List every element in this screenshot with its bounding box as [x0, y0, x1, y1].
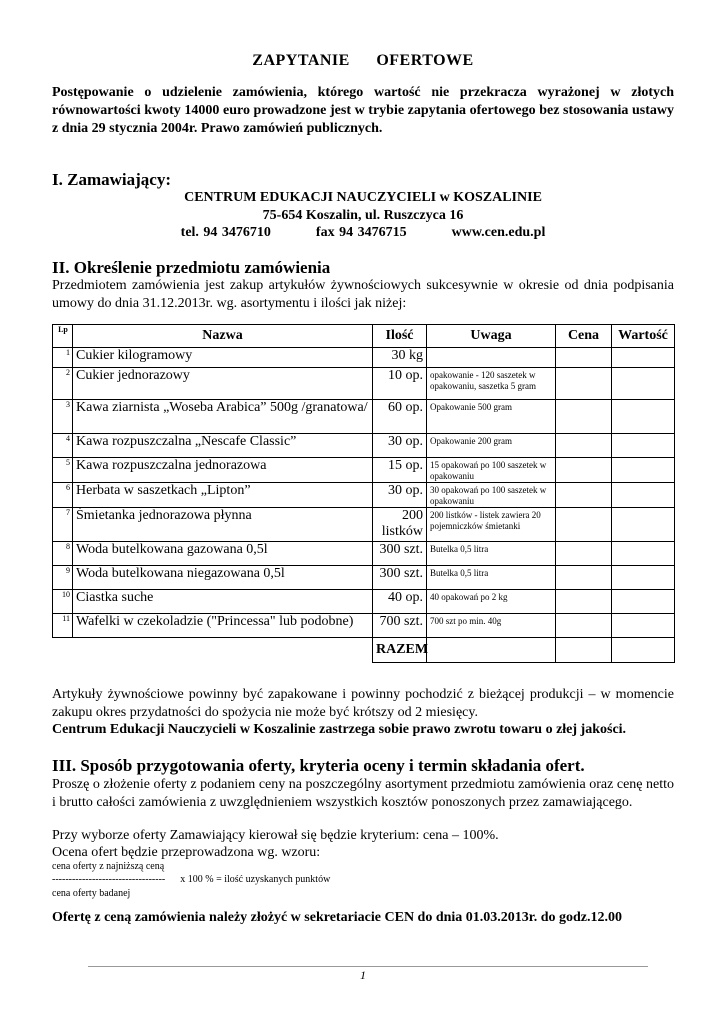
formula-denominator: cena oferty badanej: [52, 888, 131, 899]
row-lp: 9: [53, 566, 73, 590]
row-lp: 11: [53, 614, 73, 638]
row-lp: 3: [53, 400, 73, 434]
table-row: [53, 434, 675, 458]
row-qty: 200 listków: [373, 508, 427, 542]
row-qty: 700 szt.: [373, 614, 427, 638]
row-note: [427, 348, 556, 368]
org-fax: fax 94 3476715: [315, 225, 407, 240]
row-note: 30 opakowań po 100 saszetek w opakowaniu: [427, 483, 556, 508]
table-row: [53, 458, 675, 483]
table-row: [53, 542, 675, 566]
row-qty: 30 kg: [373, 348, 427, 368]
total-row: [53, 638, 675, 663]
table-row: [53, 400, 675, 434]
header-price: Cena: [556, 325, 612, 348]
table-row: [53, 566, 675, 590]
items-table: [52, 324, 675, 663]
row-qty: 15 op.: [373, 458, 427, 483]
row-value: [612, 566, 675, 590]
row-value: [612, 483, 675, 508]
table-row: [53, 368, 675, 400]
row-lp: 1: [53, 348, 73, 368]
row-qty: 10 op.: [373, 368, 427, 400]
row-price: [556, 348, 612, 368]
intro-paragraph: Postępowanie o udzielenie zamówienia, którego wartość nie przekracza wyrażonej w złotych równowartości kwoty 14000 euro prowadzone jest w trybie zapytania ofertowego bez stosowania ustawy z dnia 29 stycznia 2004r. Prawo zamówień publicznych.: [52, 85, 674, 136]
row-lp: 7: [53, 508, 73, 542]
row-note: Butelka 0,5 litra: [427, 542, 556, 566]
row-price: [556, 566, 612, 590]
row-price: [556, 483, 612, 508]
row-name: Kawa ziarnista „Woseba Arabica” 500g /granatowa/: [73, 400, 373, 434]
row-name: Kawa rozpuszczalna jednorazowa: [73, 458, 373, 483]
packaging-note: Artykuły żywnościowe powinny być zapakowane i powinny pochodzić z bieżącej produkcji – w momencie zakupu okres przydatności do spożycia nie może być krótszy od 2 miesięcy.: [52, 687, 674, 720]
section-3-p3: Ocena ofert będzie przeprowadzona wg. wzoru:: [52, 845, 321, 860]
row-note: 700 szt po min. 40g: [427, 614, 556, 638]
formula-multiplier: x 100 % = ilość uzyskanych punktów: [180, 874, 331, 885]
section-2-text: Przedmiotem zamówienia jest zakup artykułów żywnościowych sukcesywnie w okresie od dnia podpisania umowy do dnia 31.12.2013r. wg. asortymentu i ilości jak niżej:: [52, 278, 674, 311]
row-name: Wafelki w czekoladzie ("Princessa" lub podobne): [73, 614, 373, 638]
row-name: Woda butelkowana niegazowana 0,5l: [73, 566, 373, 590]
row-name: Ciastka suche: [73, 590, 373, 614]
row-lp: 8: [53, 542, 73, 566]
row-price: [556, 434, 612, 458]
header-name: Nazwa: [73, 325, 373, 348]
row-value: [612, 614, 675, 638]
table-row: [53, 483, 675, 508]
row-qty: 300 szt.: [373, 542, 427, 566]
row-lp: 4: [53, 434, 73, 458]
org-website: www.cen.edu.pl: [451, 225, 546, 240]
footer-divider: [88, 966, 648, 967]
header-note: Uwaga: [427, 325, 556, 348]
row-name: Woda butelkowana gazowana 0,5l: [73, 542, 373, 566]
row-note: Butelka 0,5 litra: [427, 566, 556, 590]
submission-deadline: Ofertę z ceną zamówienia należy złożyć w sekretariacie CEN do dnia 01.03.2013r. do godz.12.00: [52, 910, 623, 925]
section-1-heading: I. Zamawiający:: [52, 170, 171, 189]
table-row: [53, 590, 675, 614]
org-address: 75-654 Koszalin, ul. Ruszczyca 16: [262, 208, 464, 223]
row-note: opakowanie - 120 saszetek w opakowaniu, saszetka 5 gram: [427, 368, 556, 400]
section-2-heading: II. Określenie przedmiotu zamówienia: [52, 258, 331, 277]
row-name: Cukier jednorazowy: [73, 368, 373, 400]
table-row: [53, 508, 675, 542]
org-phone: tel. 94 3476710: [180, 225, 271, 240]
formula-numerator: cena oferty z najniższą ceną: [52, 861, 165, 872]
section-3-p1: Proszę o złożenie oferty z podaniem ceny na poszczególny asortyment przedmiotu zamówienia oraz cenę netto i brutto całości zamówienia z uwzględnieniem wszystkich kosztów ponoszonych przez zamawiającego.: [52, 777, 674, 810]
header-qty: Ilość: [373, 325, 427, 348]
document-title: ZAPYTANIE OFERTOWE: [252, 52, 474, 69]
page-number: 1: [360, 968, 366, 982]
row-qty: 30 op.: [373, 483, 427, 508]
row-qty: 40 op.: [373, 590, 427, 614]
table-header-row: [53, 325, 675, 348]
row-note: 40 opakowań po 2 kg: [427, 590, 556, 614]
org-name: CENTRUM EDUKACJI NAUCZYCIELI w KOSZALINIE: [184, 190, 542, 205]
row-price: [556, 508, 612, 542]
row-lp: 6: [53, 483, 73, 508]
row-value: [612, 542, 675, 566]
org-contact: [52, 224, 674, 242]
row-lp: 10: [53, 590, 73, 614]
row-name: Herbata w saszetkach „Lipton”: [73, 483, 373, 508]
row-value: [612, 590, 675, 614]
row-price: [556, 368, 612, 400]
table-row: [53, 348, 675, 368]
row-price: [556, 542, 612, 566]
row-qty: 300 szt.: [373, 566, 427, 590]
header-value: Wartość: [612, 325, 675, 348]
row-price: [556, 590, 612, 614]
row-price: [556, 400, 612, 434]
row-value: [612, 348, 675, 368]
formula-fraction: [52, 874, 330, 886]
row-qty: 30 op.: [373, 434, 427, 458]
row-value: [612, 434, 675, 458]
row-note: Opakowanie 200 gram: [427, 434, 556, 458]
section-3-p2: Przy wyborze oferty Zamawiający kierował się będzie kryterium: cena – 100%.: [52, 828, 499, 843]
row-name: Śmietanka jednorazowa płynna: [73, 508, 373, 542]
row-note: 15 opakowań po 100 saszetek w opakowaniu: [427, 458, 556, 483]
row-qty: 60 op.: [373, 400, 427, 434]
section-3-heading: III. Sposób przygotowania oferty, kryteria oceny i termin składania ofert.: [52, 756, 585, 775]
total-label: RAZEM: [373, 638, 427, 663]
row-note: Opakowanie 500 gram: [427, 400, 556, 434]
formula-line: ----------------------------------: [52, 874, 166, 885]
row-value: [612, 400, 675, 434]
row-value: [612, 458, 675, 483]
row-price: [556, 458, 612, 483]
row-note: 200 listków - listek zawiera 20 pojemniczków śmietanki: [427, 508, 556, 542]
table-row: [53, 614, 675, 638]
row-name: Kawa rozpuszczalna „Nescafe Classic”: [73, 434, 373, 458]
return-policy: Centrum Edukacji Nauczycieli w Koszalinie zastrzega sobie prawo zwrotu towaru o złej jakości.: [52, 722, 627, 737]
header-lp: Lp: [53, 325, 73, 348]
row-price: [556, 614, 612, 638]
row-value: [612, 368, 675, 400]
row-lp: 2: [53, 368, 73, 400]
row-value: [612, 508, 675, 542]
row-name: Cukier kilogramowy: [73, 348, 373, 368]
row-lp: 5: [53, 458, 73, 483]
